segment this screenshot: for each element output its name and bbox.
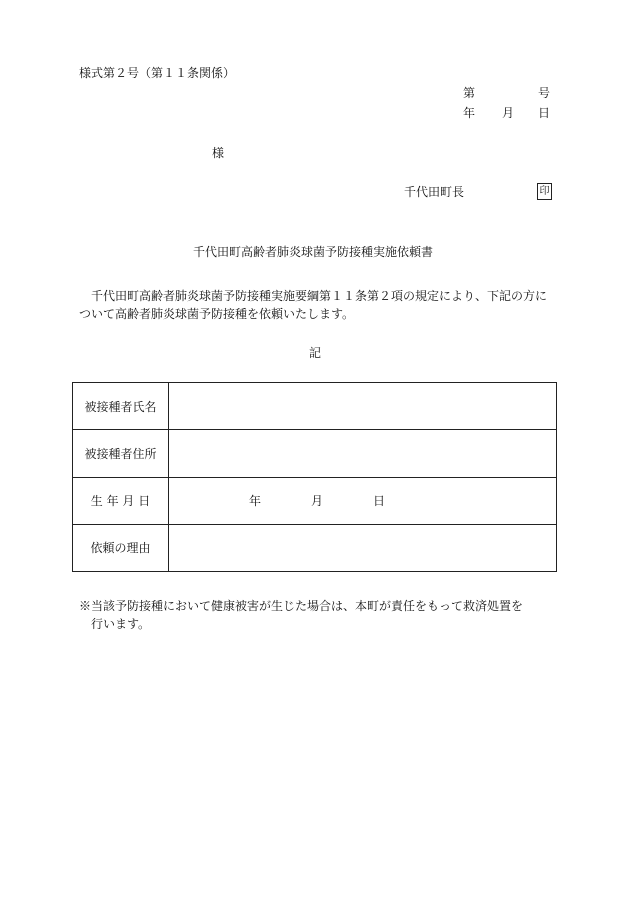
dob-year: 年 [249, 494, 262, 509]
table-row [73, 383, 557, 430]
dob-label: 生 年 月 日 [73, 477, 169, 524]
document-title: 千代田町高齢者肺炎球菌予防接種実施依頼書 [193, 245, 434, 259]
doc-number-prefix: 第 [463, 86, 476, 100]
dob-day: 日 [373, 494, 386, 509]
sender-name: 千代田町長 [404, 185, 465, 199]
table-row [73, 430, 557, 477]
address-label: 被接種者住所 [73, 430, 169, 477]
table-row [73, 524, 557, 571]
note [79, 597, 523, 633]
form-number: 様式第２号（第１１条関係） [79, 66, 236, 80]
address-field[interactable] [169, 430, 557, 477]
dob-field[interactable] [169, 477, 557, 524]
body-line-1: 千代田町高齢者肺炎球菌予防接種実施要綱第１１条第２項の規定により、下記の方に [91, 289, 548, 303]
note-line-1: ※当該予防接種において健康被害が生じた場合は、本町が責任をもって救済処置を [79, 599, 524, 613]
body-paragraph [79, 287, 547, 323]
dob-month: 月 [311, 494, 324, 509]
date-month: 月 [502, 106, 515, 120]
name-label: 被接種者氏名 [73, 383, 169, 430]
note-line-2: 行います。 [91, 617, 151, 631]
ki-heading: 記 [309, 346, 322, 360]
reason-field[interactable] [169, 524, 557, 571]
table-row [73, 477, 557, 524]
seal-mark: 印 [537, 183, 552, 200]
date-day: 日 [538, 106, 551, 120]
body-line-2: ついて高齢者肺炎球菌予防接種を依頼いたします。 [79, 307, 355, 321]
applicant-table [72, 382, 557, 572]
date-year: 年 [463, 106, 476, 120]
name-field[interactable] [169, 383, 557, 430]
reason-label: 依頼の理由 [73, 524, 169, 571]
doc-number-suffix: 号 [538, 86, 551, 100]
addressee-honorific: 様 [212, 146, 225, 160]
